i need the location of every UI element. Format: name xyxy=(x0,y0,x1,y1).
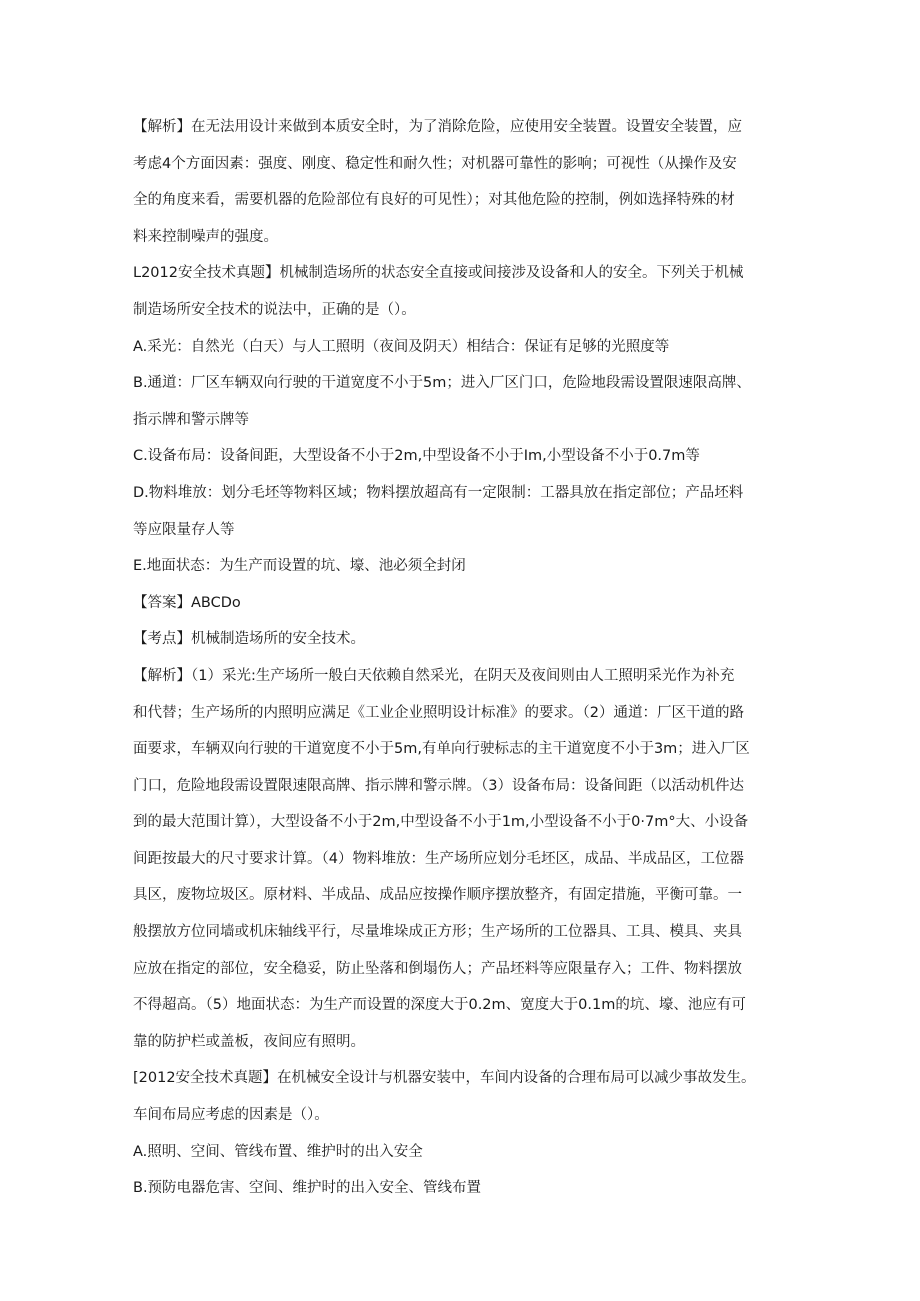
option-a-workshop-paragraph xyxy=(133,1141,803,1178)
text-line: 【考点】机械制造场所的安全技术。 xyxy=(133,631,365,648)
text-line: 【答案】ABCDo xyxy=(133,594,241,611)
text-line: A.照明、空间、管线布置、维护时的出入安全 xyxy=(133,1143,423,1160)
text-line: 料来控制噪声的强度。 xyxy=(133,228,278,245)
text-line: 靠的防护栏或盖板，夜间应有照明。 xyxy=(133,1033,365,1050)
analysis-safety-device-paragraph xyxy=(133,116,803,262)
option-b-workshop-paragraph xyxy=(133,1177,803,1214)
text-line: B.预防电器危害、空间、维护时的出入安全、管线布置 xyxy=(133,1180,482,1197)
text-line: 般摆放方位同墙或机床轴线平行，尽量堆垛成正方形；生产场所的工位器具、工具、模具、夹具 xyxy=(133,924,742,941)
option-e-ground-paragraph xyxy=(133,555,803,592)
option-b-passage-paragraph xyxy=(133,372,803,445)
text-line: 车间布局应考虑的因素是（）。 xyxy=(133,1107,329,1124)
answer-paragraph xyxy=(133,592,803,629)
text-line: 指示牌和警示牌等 xyxy=(133,411,249,428)
text-line: A.采光：自然光（白天）与人工照明（夜间及阴天）相结合：保证有足够的光照度等 xyxy=(133,338,670,355)
text-line: 间距按最大的尺寸要求计算。（4）物料堆放：生产场所应划分毛坯区，成品、半成品区，工位器 xyxy=(133,850,744,867)
text-line: 面要求，车辆双向行驶的干道宽度不小于5m,有单向行驶标志的主干道宽度不小于3m；进入厂区 xyxy=(133,741,750,758)
text-line: 【解析】在无法用设计来做到本质安全时，为了消除危险，应使用安全装置。设置安全装置，应 xyxy=(133,119,742,135)
text-line: D.物料堆放：划分毛坯等物料区域；物料摆放超高有一定限制：工器具放在指定部位；产品坯料 xyxy=(133,484,744,501)
text-line: 等应限量存人等 xyxy=(133,521,235,538)
option-a-lighting-paragraph xyxy=(133,336,803,373)
text-line: 【解析】（1）采光:生产场所一般白天依赖自然采光，在阴天及夜间则由人工照明采光作为补充 xyxy=(133,667,735,684)
text-line: 制造场所安全技术的说法中，正确的是（）。 xyxy=(133,301,416,318)
text-line: L2012安全技术真题】机械制造场所的状态安全直接或间接涉及设备和人的安全。下列关于机械 xyxy=(133,265,744,282)
text-line: 不得超高。（5）地面状态：为生产而设置的深度大于0.2m、宽度大于0.1m的坑、壕、池应有可 xyxy=(133,997,746,1014)
document-body xyxy=(133,116,803,1214)
text-line: 到的最大范围计算），大型设备不小于2m,中型设备不小于1m,小型设备不小于0·7m°大、小设备 xyxy=(133,814,749,831)
text-line: 全的角度来看，需要机器的危险部位有良好的可见性）；对其他危险的控制，例如选择特殊的材 xyxy=(133,192,735,209)
text-line: C.设备布局：设备间距，大型设备不小于2m,中型设备不小于Im,小型设备不小于0.7m等 xyxy=(133,448,700,465)
text-line: 门口，危险地段需设置限速限高牌、指示牌和警示牌。（3）设备布局：设备间距（以活动机件达 xyxy=(133,777,744,794)
question-2012-workshop-layout-paragraph xyxy=(133,1067,803,1140)
text-line: E.地面状态：为生产而设置的坑、壕、池必须全封闭 xyxy=(133,558,466,575)
option-d-stacking-paragraph xyxy=(133,482,803,555)
text-line: 应放在指定的部位，安全稳妥，防止坠落和倒塌伤人；产品坯料等应限量存入；工件、物料摆放 xyxy=(133,960,742,977)
text-line: 考虑4个方面因素：强度、刚度、稳定性和耐久性；对机器可靠性的影响；可视性（从操作及安 xyxy=(133,155,737,172)
analysis-workplace-paragraph xyxy=(133,665,803,1068)
option-c-layout-paragraph xyxy=(133,445,803,482)
key-point-paragraph xyxy=(133,628,803,665)
text-line: 和代替；生产场所的内照明应满足《工业企业照明设计标准》的要求。（2）通道：厂区干道的路 xyxy=(133,704,744,721)
text-line: 具区，废物垃圾区。原材料、半成品、成品应按操作顺序摆放整齐，有固定措施，平衡可靠。一 xyxy=(133,887,742,904)
text-line: [2012安全技术真题】在机械安全设计与机器安装中，车间内设备的合理布局可以减少事故发生。 xyxy=(133,1070,756,1087)
text-line: B.通道：厂区车辆双向行驶的干道宽度不小于5m；进入厂区门口，危险地段需设置限速限高牌、 xyxy=(133,375,751,392)
question-2012-state-safety-paragraph xyxy=(133,262,803,335)
